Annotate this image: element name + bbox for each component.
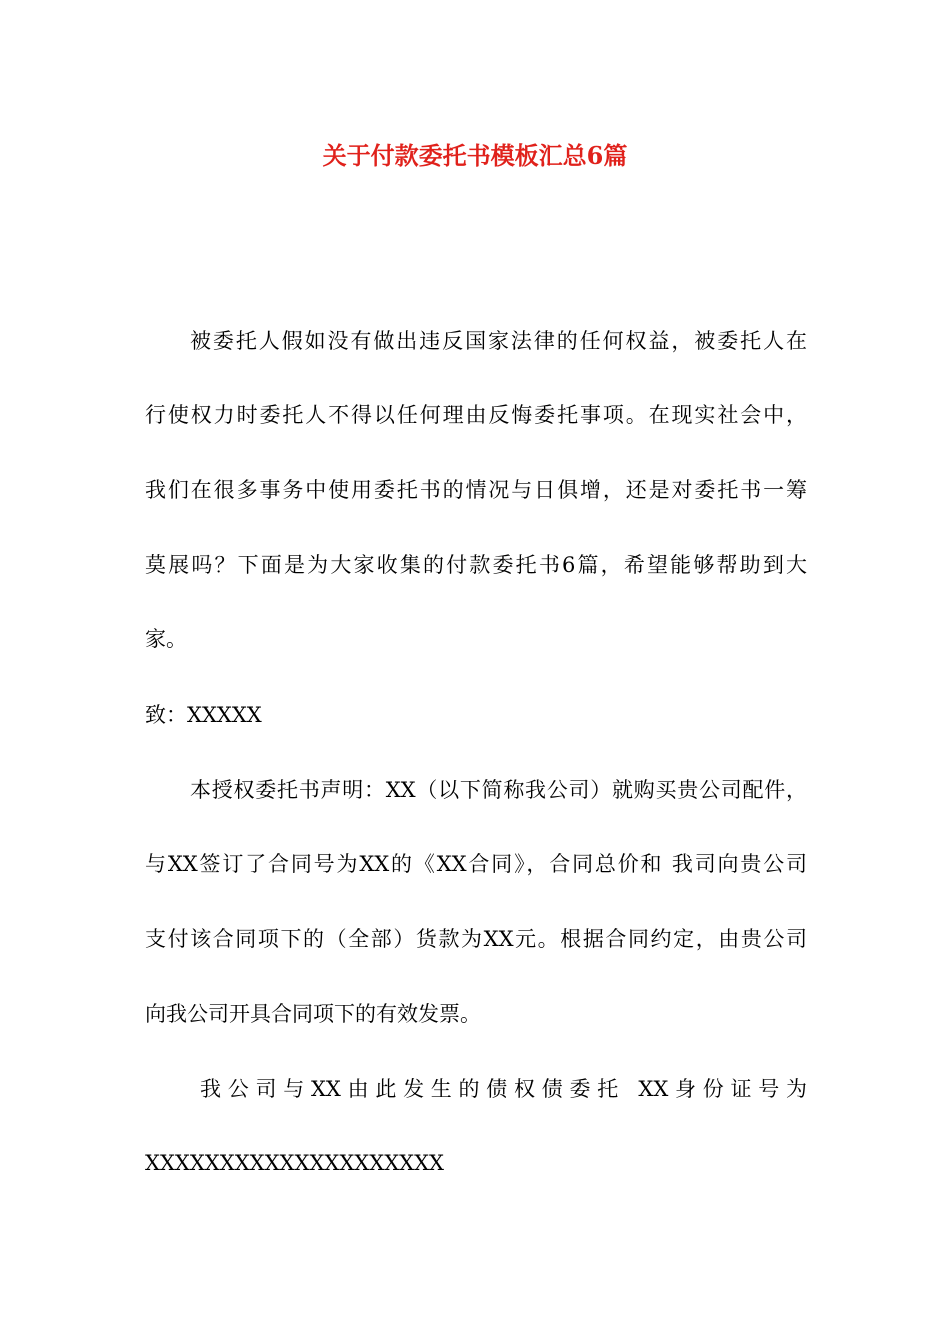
- paragraph-line: 莫展吗？下面是为大家收集的付款委托书6篇，希望能够帮助到大: [145, 553, 807, 577]
- paragraph-line: 被委托人假如没有做出违反国家法律的任何权益，被委托人在: [190, 329, 807, 353]
- paragraph-line: 向我公司开具合同项下的有效发票。: [145, 1002, 481, 1026]
- paragraph-line: 家。: [145, 627, 187, 651]
- paragraph-line: 我公司与XX由此发生的债权债委托 XX身份证号为: [200, 1077, 807, 1101]
- paragraph-line: 行使权力时委托人不得以任何理由反悔委托事项。在现实社会中，: [145, 403, 807, 427]
- document-title: 关于付款委托书模板汇总6篇: [322, 141, 628, 170]
- salutation-line: 致：XXXXX: [145, 703, 262, 727]
- paragraph-line: 本授权委托书声明：XX（以下简称我公司）就购买贵公司配件，: [190, 778, 807, 802]
- id-number-line: XXXXXXXXXXXXXXXXXXXX: [145, 1151, 445, 1175]
- paragraph-line: 与XX签订了合同号为XX的《XX合同》，合同总价和 我司向贵公司: [145, 852, 807, 876]
- paragraph-line: 支付该合同项下的（全部）货款为XX元。根据合同约定，由贵公司: [145, 927, 807, 951]
- paragraph-line: 我们在很多事务中使用委托书的情况与日俱增，还是对委托书一筹: [145, 478, 807, 502]
